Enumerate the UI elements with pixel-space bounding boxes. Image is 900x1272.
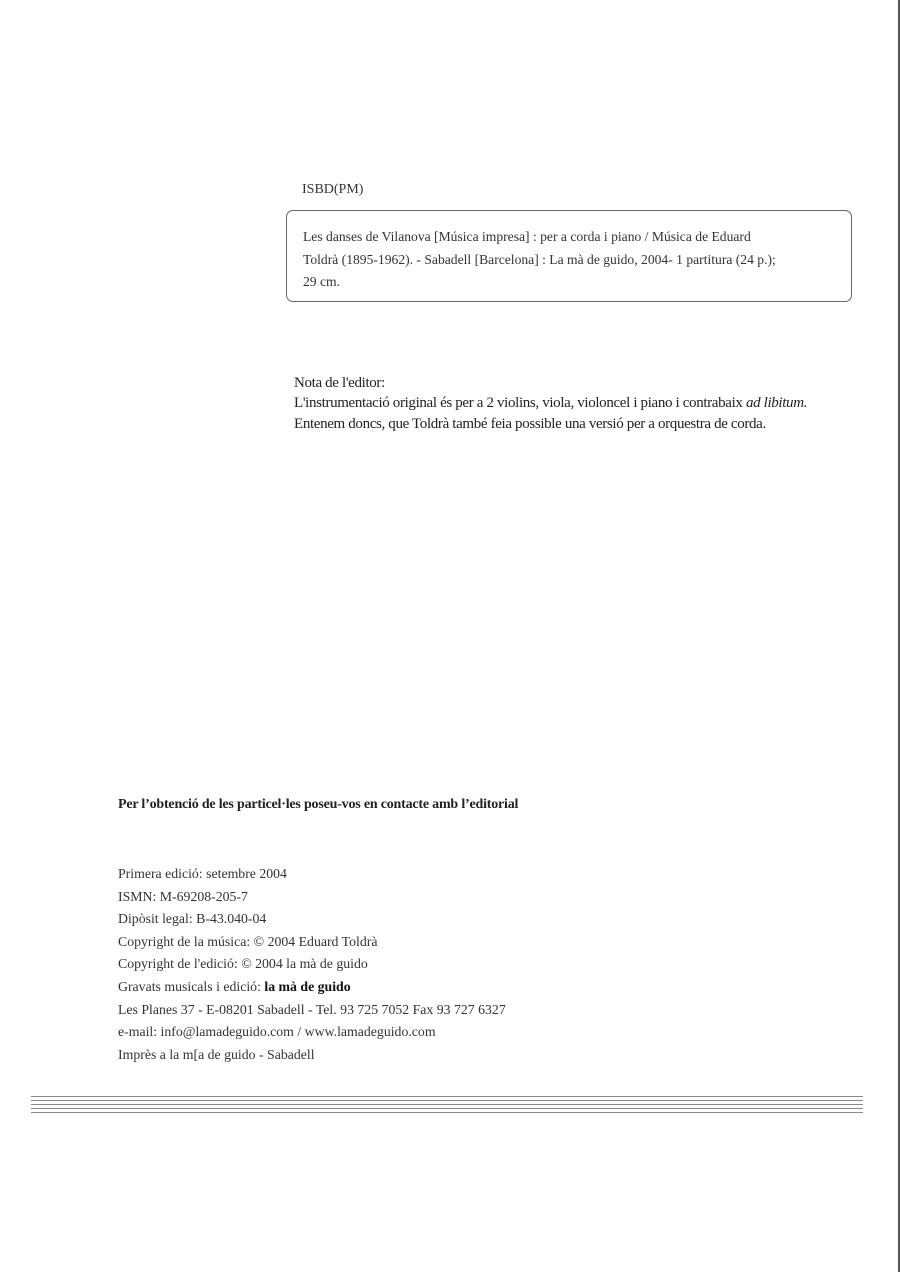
engraving-credit: Gravats musicals i edició: la mà de guido	[118, 978, 351, 994]
legal-deposit: Dipòsit legal: B-43.040-04	[118, 911, 267, 927]
first-edition: Primera edició: setembre 2004	[118, 866, 287, 881]
catalog-record-line: Toldrà (1895-1962). - Sabadell [Barcelona] : La mà de guido, 2004- 1 partitura (24 p.);	[303, 251, 776, 267]
catalog-record-line: 29 cm.	[303, 274, 340, 289]
edition-copyright: Copyright de l'edició: © 2004 la mà de guido	[118, 956, 368, 972]
email-website: e-mail: info@lamadeguido.com / www.lamadeguido.com	[118, 1024, 436, 1040]
printed-by: Imprès a la m[a de guido - Sabadell	[118, 1046, 315, 1062]
editor-note-text: L'instrumentació original és per a 2 violins, viola, violoncel i piano i contrabaix ad libitum. Entenem doncs, que Toldrà també feia possible una versió per a orquestra de corda.	[294, 395, 808, 432]
editor-note-heading: Nota de l'editor:	[294, 375, 385, 391]
editor-note-italic: ad libitum.	[745, 395, 808, 412]
editor-note	[294, 373, 846, 434]
publisher-address: Les Planes 37 - E-08201 Sabadell - Tel. 93 725 7052 Fax 93 727 6327	[118, 1001, 506, 1017]
parts-contact-notice: Per l’obtenció de les particel·les poseu-vos en contacte amb l’editorial	[118, 797, 519, 812]
isbd-label: ISBD(PM)	[302, 182, 364, 197]
ismn: ISMN: M-69208-205-7	[118, 888, 248, 904]
staff-lines-divider	[31, 1096, 863, 1115]
publisher-name: la mà de guido	[264, 978, 351, 994]
music-copyright: Copyright de la música: © 2004 Eduard Toldrà	[118, 933, 378, 949]
catalog-record-box	[286, 210, 852, 302]
publication-credits	[118, 863, 506, 1066]
catalog-record-line: Les danses de Vilanova [Música impresa] : per a corda i piano / Música de Eduard	[303, 229, 751, 244]
